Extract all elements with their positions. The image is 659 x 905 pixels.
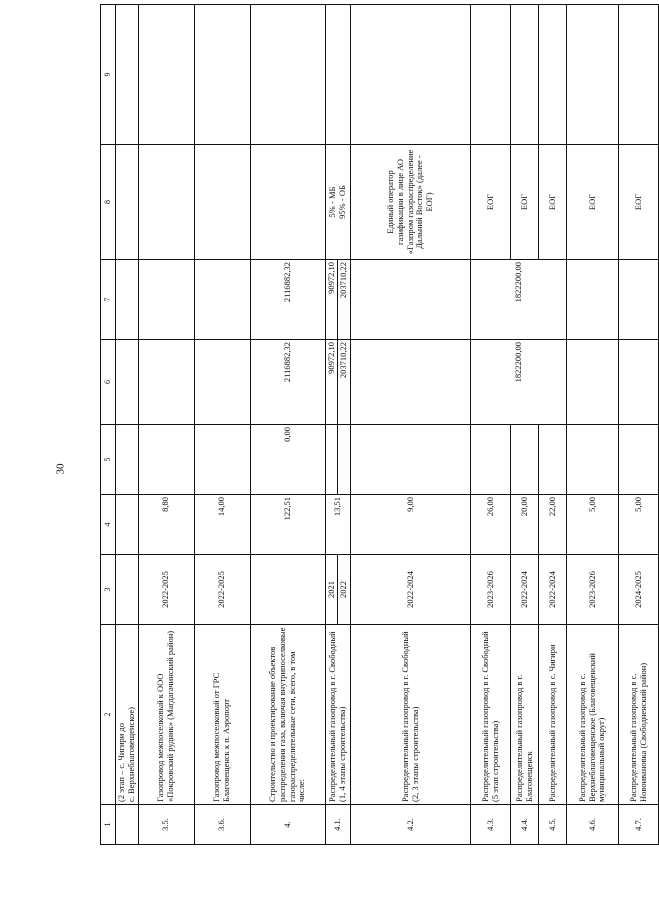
row-col7: 90972,10 bbox=[325, 260, 338, 340]
program-table bbox=[100, 4, 659, 845]
row-length: 122,51 bbox=[250, 495, 325, 555]
table-row bbox=[116, 5, 139, 845]
row-number: 4.7. bbox=[619, 805, 659, 845]
row-name: Распределительный газопровод в г. Свободный (1, 4 этапы строительства) bbox=[325, 625, 351, 805]
table-row bbox=[351, 5, 471, 845]
col-header: 2 bbox=[101, 625, 116, 805]
rotated-table-page bbox=[100, 5, 648, 845]
row-name: Распределительный газопровод в с. Чигири bbox=[539, 625, 567, 805]
row-year: 2021 bbox=[325, 555, 338, 625]
row-col7: 1822200,00 bbox=[471, 260, 567, 340]
table-row bbox=[138, 5, 194, 845]
table-row bbox=[250, 5, 325, 845]
row-period: 2022-2024 bbox=[539, 555, 567, 625]
row-source: ЕОГ bbox=[511, 145, 539, 260]
row-number: 4.5. bbox=[539, 805, 567, 845]
row-col6: 2116882,32 bbox=[250, 340, 325, 425]
row-length: 8,80 bbox=[138, 495, 194, 555]
col-header: 7 bbox=[101, 260, 116, 340]
row-name: Газопровод межпоселковый к ООО «Покровский рудник» (Магдагачинский район) bbox=[138, 625, 194, 805]
row-length: 20,00 bbox=[511, 495, 539, 555]
row-length: 9,00 bbox=[351, 495, 471, 555]
row-name: Газопровод межпоселковый от ГРС Благовещенск к п. Аэропорт bbox=[194, 625, 250, 805]
row-number: 4.2. bbox=[351, 805, 471, 845]
row-number: 4.6. bbox=[567, 805, 619, 845]
col-header: 4 bbox=[101, 495, 116, 555]
row-source: ЕОГ bbox=[471, 145, 511, 260]
col-header: 6 bbox=[101, 340, 116, 425]
row-number: 4. bbox=[250, 805, 325, 845]
row-length: 14,00 bbox=[194, 495, 250, 555]
row-period: 2022-2025 bbox=[194, 555, 250, 625]
row-name: Распределительный газопровод в г. Свободный (2, 3 этапы строительства) bbox=[351, 625, 471, 805]
row-source: ЕОГ bbox=[539, 145, 567, 260]
row-col5: 0,00 bbox=[250, 425, 325, 495]
row-source: 5% - МБ 95% - ОБ bbox=[325, 145, 351, 260]
col-header: 3 bbox=[101, 555, 116, 625]
row-period: 2022-2024 bbox=[511, 555, 539, 625]
row-number: 3.5. bbox=[138, 805, 194, 845]
table-row bbox=[567, 5, 619, 845]
row-col6: 90972,10 bbox=[325, 340, 338, 425]
header-row bbox=[101, 5, 116, 845]
row-length: 5,00 bbox=[567, 495, 619, 555]
row-period: 2023-2026 bbox=[471, 555, 511, 625]
row-col7: 2116882,32 bbox=[250, 260, 325, 340]
table-row bbox=[539, 5, 567, 845]
row-number: 3.6. bbox=[194, 805, 250, 845]
table-row bbox=[619, 5, 659, 845]
row-name: Строительство и проектирование объектов распределения газа, включая внутрипоселковые газораспределительные сети, всего, в том числе: bbox=[250, 625, 325, 805]
row-col6: 203710,22 bbox=[338, 340, 351, 425]
row-col7: 203710,22 bbox=[338, 260, 351, 340]
table-row bbox=[325, 5, 338, 845]
col-header: 9 bbox=[101, 5, 116, 145]
row-period: 2022-2025 bbox=[138, 555, 194, 625]
row-col6: 1822200,00 bbox=[471, 340, 567, 425]
row-period: 2022-2024 bbox=[351, 555, 471, 625]
row-name: Распределительный газопровод в с. Верхнеблаговещенское (Благовещенский муниципальный округ) bbox=[567, 625, 619, 805]
row-period: 2023-2026 bbox=[567, 555, 619, 625]
table-row bbox=[194, 5, 250, 845]
col-header: 8 bbox=[101, 145, 116, 260]
row-name: Распределительный газопровод в с. Новоивановка (Свободненский район) bbox=[619, 625, 659, 805]
row-number: 4.3. bbox=[471, 805, 511, 845]
row-number: 4.1. bbox=[325, 805, 351, 845]
row-name: Распределительный газопровод в г. Благовещенск bbox=[511, 625, 539, 805]
row-length: 22,00 bbox=[539, 495, 567, 555]
col-header: 1 bbox=[101, 805, 116, 845]
row-source: ЕОГ bbox=[567, 145, 619, 260]
row-length: 5,00 bbox=[619, 495, 659, 555]
row-source: ЕОГ bbox=[619, 145, 659, 260]
row-source: Единый оператор газификации в лице АО «Газпром газораспределение Дальний Восток» (далее - ЕОГ) bbox=[351, 145, 471, 260]
page-number: 30 bbox=[54, 463, 67, 475]
col-header: 5 bbox=[101, 425, 116, 495]
table-row bbox=[511, 5, 539, 845]
row-length: 13,51 bbox=[325, 495, 351, 555]
continued-text: (2 этап – с. Чигири до с. Верхнеблаговещенское) bbox=[116, 625, 139, 805]
table-row bbox=[471, 5, 511, 845]
row-period: 2024-2025 bbox=[619, 555, 659, 625]
row-name: Распределительный газопровод в г. Свободный (5 этап строительства) bbox=[471, 625, 511, 805]
row-length: 26,00 bbox=[471, 495, 511, 555]
row-year: 2022 bbox=[338, 555, 351, 625]
row-number: 4.4. bbox=[511, 805, 539, 845]
